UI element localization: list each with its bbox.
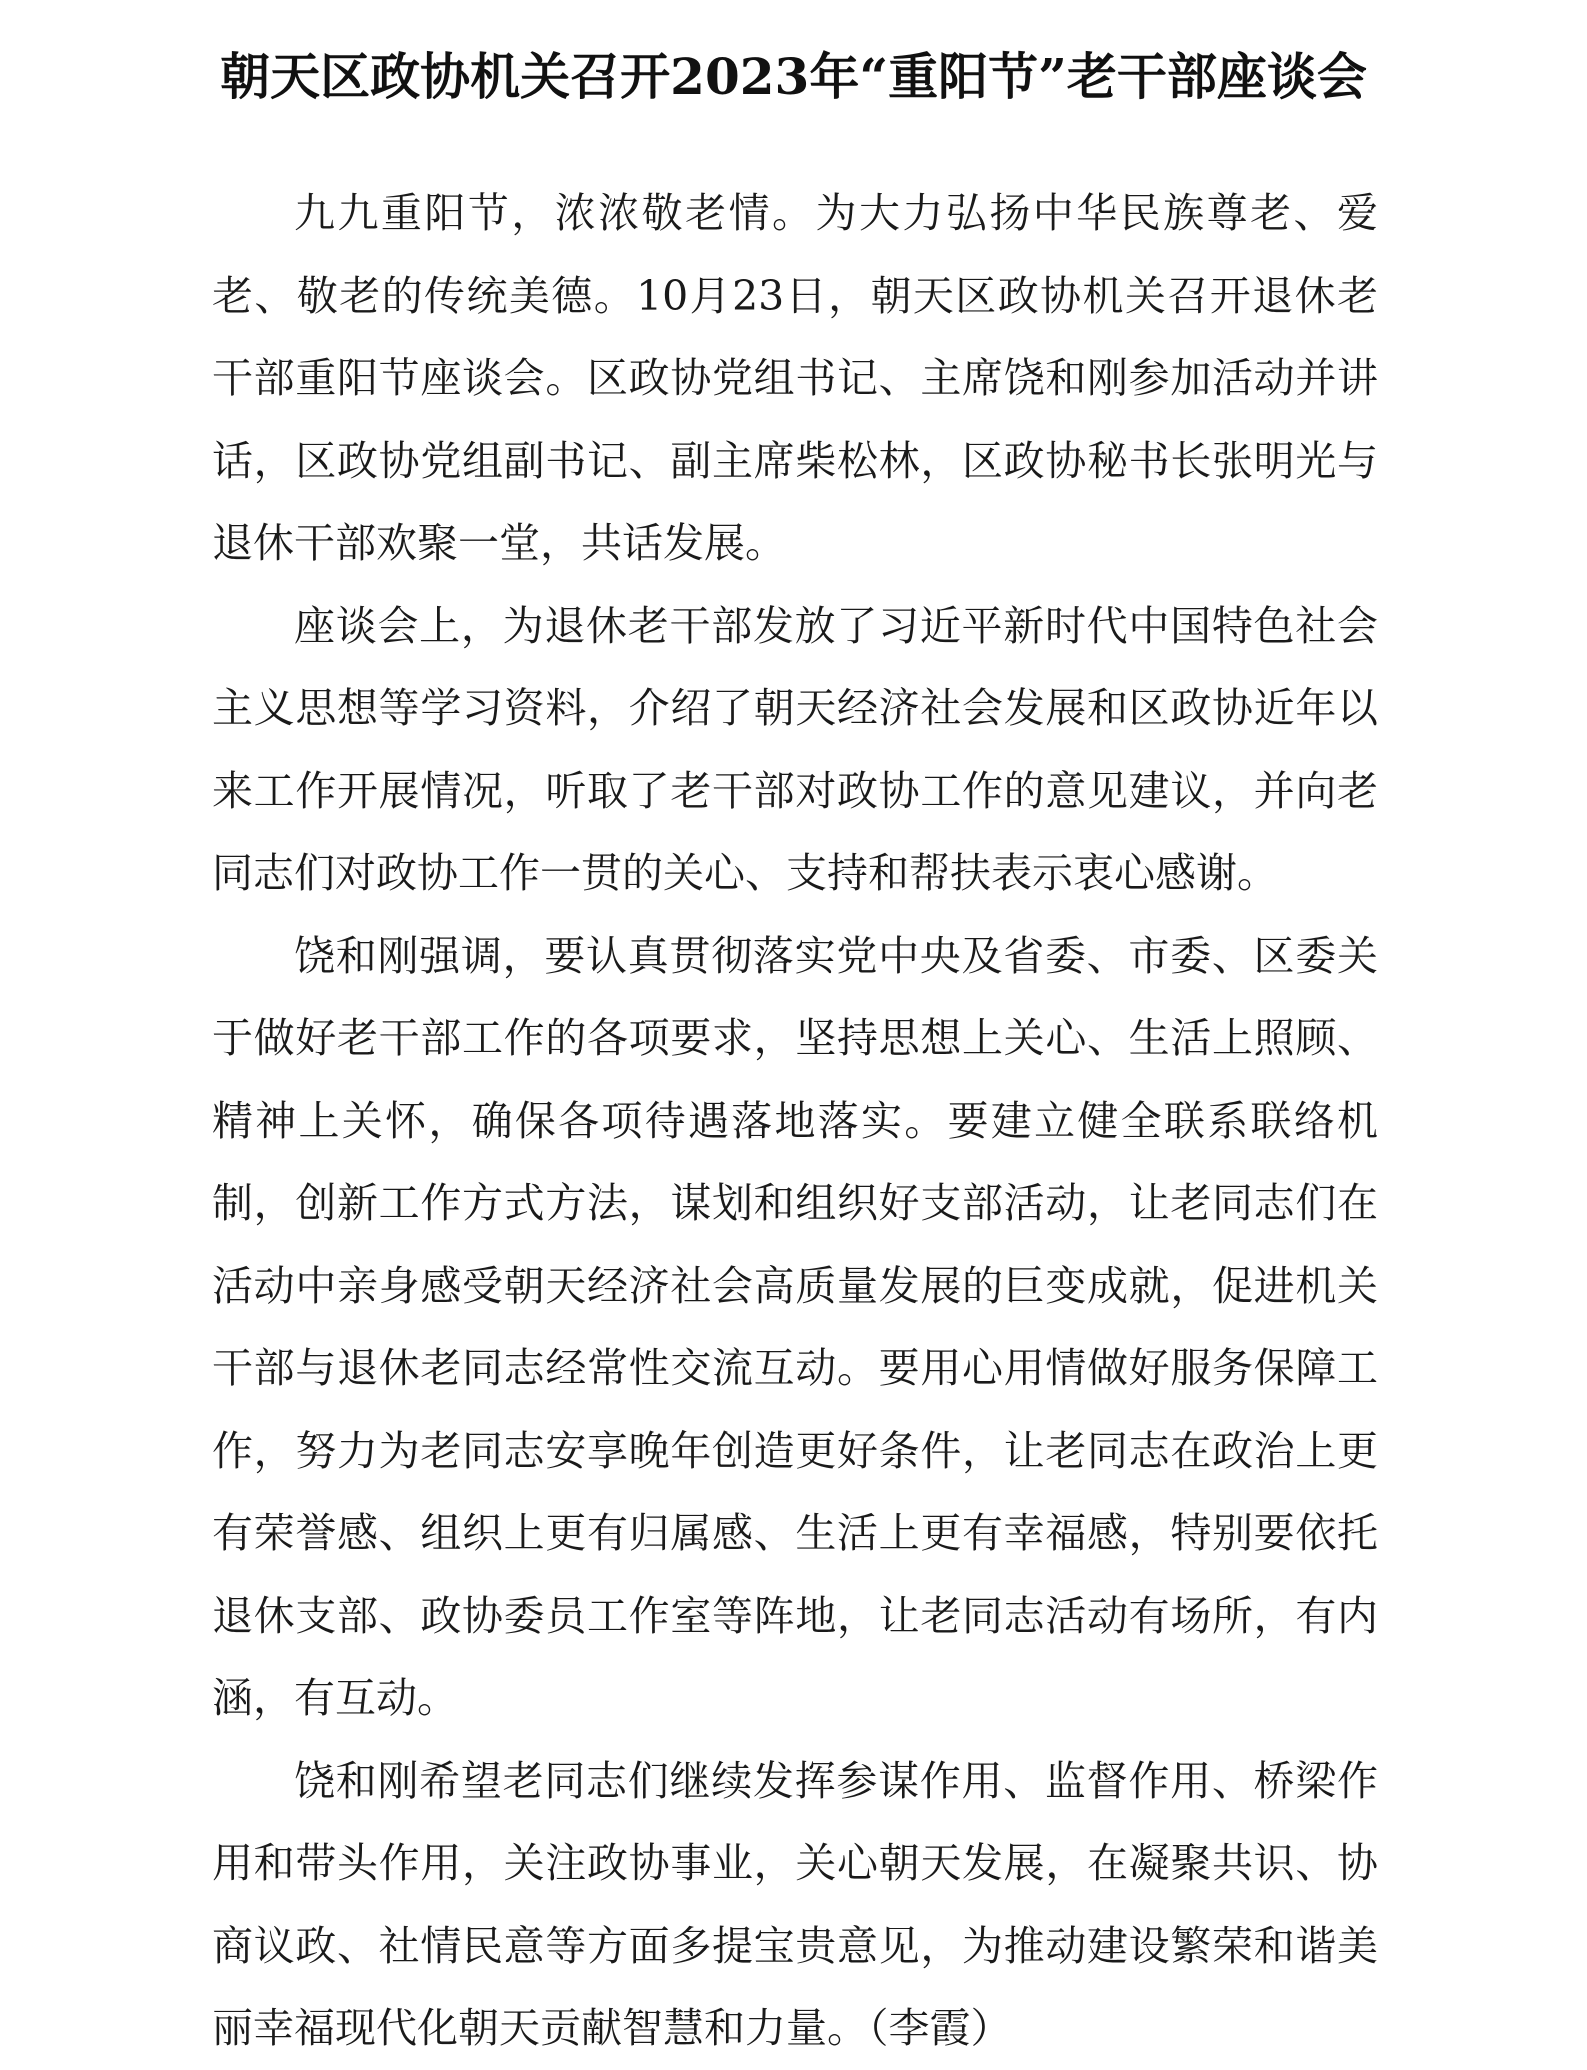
document-title: 朝天区政协机关召开2023年“重阳节”老干部座谈会 [220,46,1367,106]
paragraph-3: 饶和刚强调，要认真贯彻落实党中央及省委、市委、区委关于做好老干部工作的各项要求，坚持思想上关心、生活上照顾、精神上关怀，确保各项待遇落地落实。要建立健全联系联络机制，创新工作方式方法，谋划和组织好支部活动，让老同志们在活动中亲身感受朝天经济社会高质量发展的巨变成就，促进机关干部与退休老同志经常性交流互动。要用心用情做好服务保障工作，努力为老同志安享晚年创造更好条件，让老同志在政治上更有荣誉感、组织上更有归属感、生活上更有幸福感，特别要依托退休支部、政协委员工作室等阵地，让老同志活动有场所，有内涵，有互动。 [212,931,1378,1722]
article-body [212,172,1378,2070]
paragraph-4: 饶和刚希望老同志们继续发挥参谋作用、监督作用、桥梁作用和带头作用，关注政协事业，关心朝天发展，在凝聚共识、协商议政、社情民意等方面多提宝贵意见，为推动建设繁荣和谐美丽幸福现代化朝天贡献智慧和力量。（李霞） [212,1756,1378,2052]
paragraph-1: 九九重阳节，浓浓敬老情。为大力弘扬中华民族尊老、爱老、敬老的传统美德。10月23日，朝天区政协机关召开退休老干部重阳节座谈会。区政协党组书记、主席饶和刚参加活动并讲话，区政协党组副书记、副主席柴松林，区政协秘书长张明光与退休干部欢聚一堂，共话发展。 [212,189,1378,567]
paragraph-2: 座谈会上，为退休老干部发放了习近平新时代中国特色社会主义思想等学习资料，介绍了朝天经济社会发展和区政协近年以来工作开展情况，听取了老干部对政协工作的意见建议，并向老同志们对政协工作一贯的关心、支持和帮扶表示衷心感谢。 [212,601,1378,897]
